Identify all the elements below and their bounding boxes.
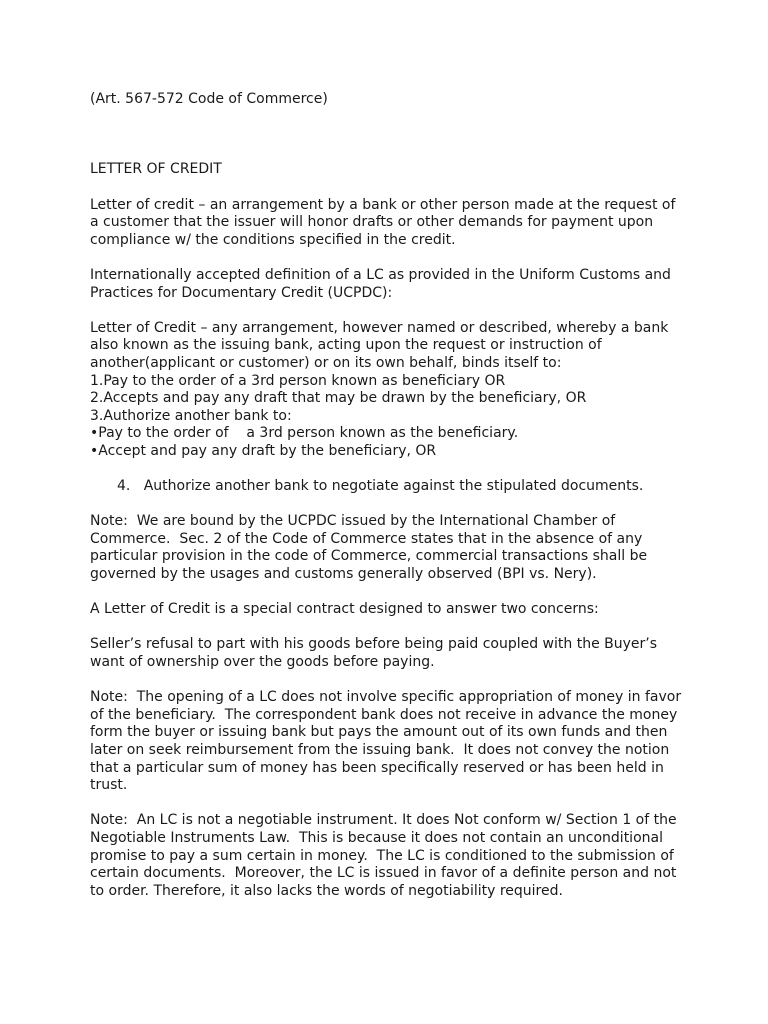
list-item: •Accept and pay any draft by the beneficiary, OR — [90, 442, 437, 459]
concerns-paragraph: A Letter of Credit is a special contract designed to answer two concerns: — [90, 601, 599, 618]
definition-paragraph: Letter of credit – an arrangement by a bank or other person made at the request of a customer that the issuer will honor drafts or other demands for payment upon compliance w/ the conditions specified in the credit. — [90, 196, 676, 248]
note-negotiability: Note: An LC is not a negotiable instrument. It does Not conform w/ Section 1 of the Negotiable Instruments Law. This is because it does not contain an unconditional promise to pay a sum certain in money. The LC is conditioned to the submission of certain documents. Moreover, the LC is issued in favor of a definite person and not to order. Therefore, it also lacks the words of negotiability required. — [90, 812, 677, 899]
list-item: •Pay to the order of a 3rd person known as the beneficiary. — [90, 425, 519, 442]
list-item: 1.Pay to the order of a 3rd person known as beneficiary OR — [90, 372, 506, 389]
list-item: 3.Authorize another bank to: — [90, 407, 292, 424]
seller-paragraph: Seller’s refusal to part with his goods before being paid coupled with the Buyer’s want of ownership over the goods before paying. — [90, 636, 658, 671]
ucpdc-intro-paragraph: Internationally accepted definition of a LC as provided in the Uniform Customs and Practices for Documentary Credit (UCPDC): — [90, 266, 671, 301]
obligations-list — [90, 373, 690, 461]
list-item: 2.Accepts and pay any draft that may be drawn by the beneficiary, OR — [90, 390, 587, 407]
ucpdc-definition-paragraph: Letter of Credit – any arrangement, however named or described, whereby a bank also known as the issuing bank, acting upon the request or instruction of another(applicant or customer) or on its own behalf, binds itself to: — [90, 319, 669, 371]
note-ucpdc: Note: We are bound by the UCPDC issued by the International Chamber of Commerce. Sec. 2 of the Code of Commerce states that in the absence of any particular provision in the code of Commerce, commercial transactions shall be governed by the usages and customs generally observed (BPI vs. Nery). — [90, 513, 648, 583]
section-heading: LETTER OF CREDIT — [90, 161, 222, 178]
note-appropriation: Note: The opening of a LC does not involve specific appropriation of money in favor of the beneficiary. The correspondent bank does not receive in advance the money form the buyer or issuing bank but pays the amount out of its own funds and then later on seek reimbursement from the issuing bank. It does not convey the notion that a particular sum of money has been specifically reserved or has been held in trust. — [90, 689, 682, 794]
list-item-4: 4. Authorize another bank to negotiate against the stipulated documents. — [117, 478, 644, 495]
article-reference: (Art. 567-572 Code of Commerce) — [90, 91, 328, 107]
document-page — [90, 91, 690, 900]
